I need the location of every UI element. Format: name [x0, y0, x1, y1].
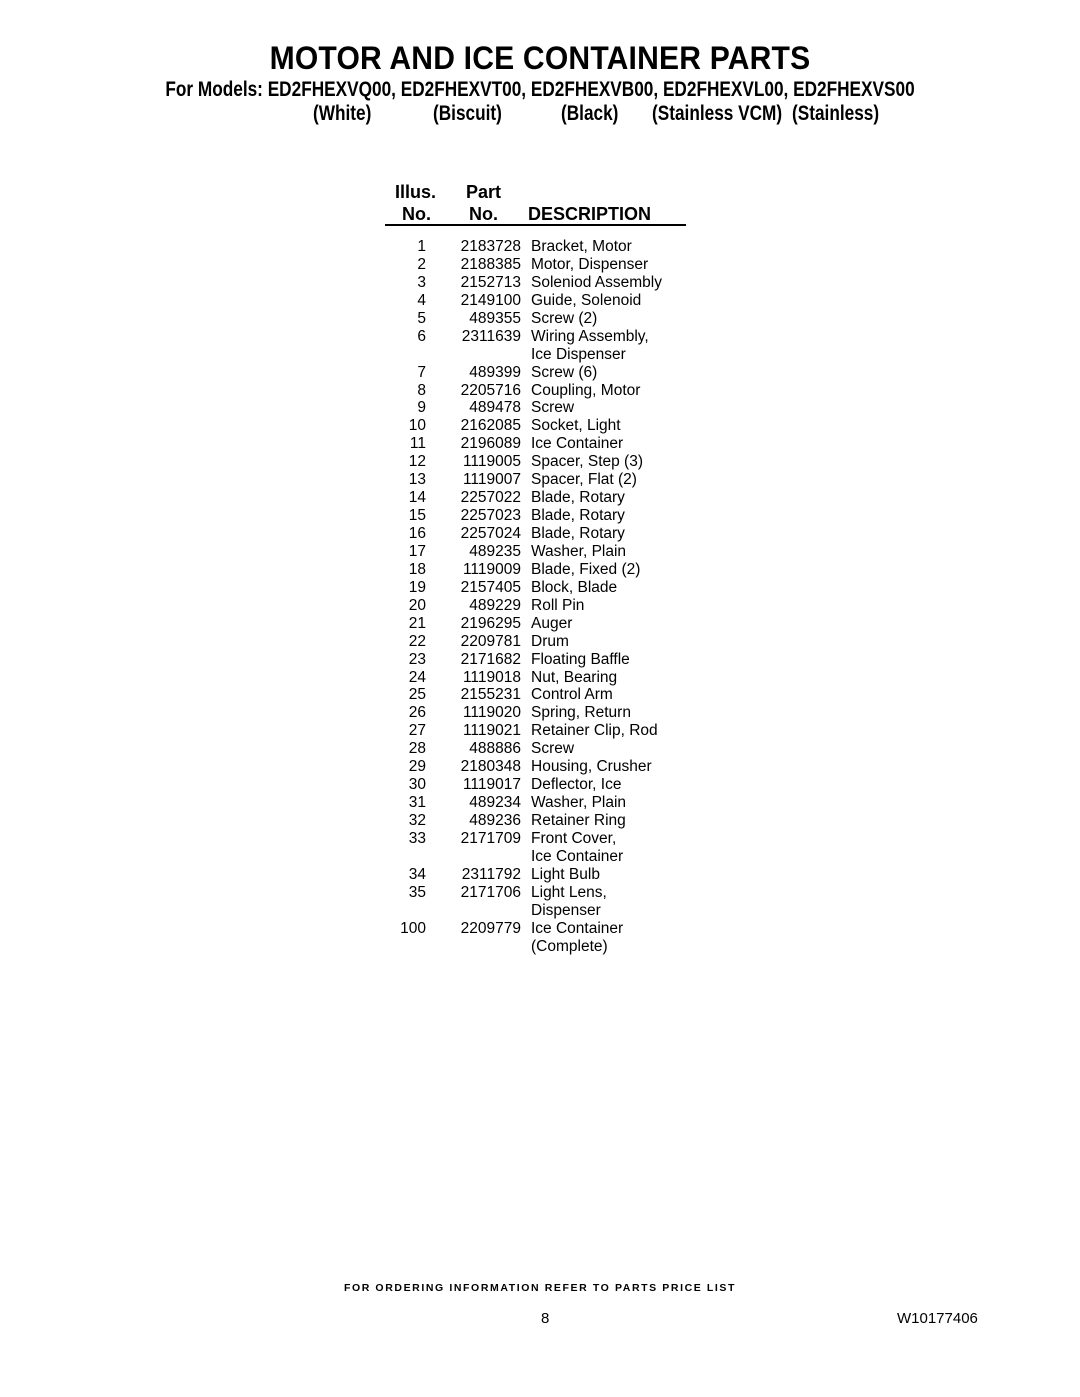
part-row-continuation	[0, 902, 1080, 920]
part-number: 2171706	[460, 883, 521, 901]
illus-number: 34	[408, 865, 426, 883]
part-row	[0, 471, 1080, 489]
part-number: 1119009	[462, 560, 521, 578]
part-row	[0, 435, 1080, 453]
header-part: Part	[466, 182, 502, 202]
part-number: 2257024	[460, 525, 521, 542]
part-row	[0, 651, 1080, 669]
illus-number: 20	[408, 596, 426, 614]
part-number: 2155231	[460, 686, 521, 704]
color-biscuit: (Biscuit)	[433, 102, 502, 125]
part-row	[0, 884, 1080, 902]
illus-number: 1	[417, 238, 426, 255]
illus-number: 9	[417, 399, 426, 417]
illus-number: 11	[409, 435, 426, 453]
part-description: Spacer, Flat (2)	[531, 471, 637, 489]
part-number: 2257023	[460, 507, 521, 525]
illus-number: 2	[417, 255, 426, 273]
part-number: 489229	[469, 596, 521, 614]
illus-number: 28	[408, 740, 426, 758]
part-number: 489478	[469, 399, 521, 417]
part-number: 1119021	[462, 722, 521, 740]
illus-number: 3	[417, 273, 426, 291]
part-description: Motor, Dispenser	[531, 255, 649, 273]
illus-number: 35	[408, 883, 426, 901]
part-row	[0, 866, 1080, 884]
illus-number: 10	[408, 417, 426, 435]
part-description: Block, Blade	[531, 578, 618, 596]
part-number: 489235	[469, 542, 521, 560]
part-description: Nut, Bearing	[531, 668, 618, 686]
header-part-no: No.	[469, 204, 498, 224]
part-row	[0, 722, 1080, 740]
part-number: 2149100	[460, 291, 521, 309]
part-number: 489236	[469, 812, 521, 829]
part-row	[0, 704, 1080, 722]
illus-number: 30	[408, 776, 426, 794]
part-description: Ice Container	[531, 435, 624, 453]
part-number: 2183728	[460, 238, 521, 255]
part-row	[0, 740, 1080, 758]
part-description: Screw	[531, 399, 575, 417]
part-description: Washer, Plain	[531, 794, 627, 812]
illus-number: 6	[417, 327, 426, 345]
part-description: Screw (6)	[531, 363, 598, 381]
illus-number: 5	[417, 309, 426, 327]
illus-number: 25	[408, 686, 426, 704]
header-rule	[385, 224, 686, 226]
illus-number: 18	[408, 560, 426, 578]
part-description: Light Bulb	[531, 865, 600, 883]
part-row	[0, 776, 1080, 794]
illus-number: 100	[400, 919, 426, 937]
footer-note: FOR ORDERING INFORMATION REFER TO PARTS PRICE LIST	[343, 1282, 737, 1294]
page-number: 8	[541, 1310, 550, 1327]
part-number: 488886	[469, 740, 521, 758]
part-row	[0, 794, 1080, 812]
part-description: Blade, Fixed (2)	[531, 560, 641, 578]
part-number: 489399	[469, 363, 521, 381]
part-row-continuation	[0, 848, 1080, 866]
illus-number: 24	[408, 668, 426, 686]
part-description: Blade, Rotary	[531, 525, 625, 542]
page-title: MOTOR AND ICE CONTAINER PARTS	[269, 40, 811, 76]
part-row	[0, 328, 1080, 346]
color-white: (White)	[313, 102, 372, 125]
illus-number: 17	[408, 542, 426, 560]
illus-number: 12	[408, 453, 426, 471]
illus-number: 27	[408, 722, 426, 740]
illus-number: 8	[417, 381, 426, 399]
part-description: Ice Container	[531, 847, 624, 865]
part-description: (Complete)	[531, 937, 608, 955]
illus-number: 31	[408, 794, 426, 812]
part-row-continuation	[0, 938, 1080, 956]
part-number: 1119007	[462, 471, 521, 489]
part-row	[0, 758, 1080, 776]
parts-list	[0, 238, 1080, 956]
part-row	[0, 310, 1080, 328]
part-row	[0, 597, 1080, 615]
illus-number: 4	[417, 291, 426, 309]
part-row	[0, 633, 1080, 651]
part-row	[0, 561, 1080, 579]
part-row	[0, 615, 1080, 633]
part-number: 2171709	[460, 829, 521, 847]
part-number: 2311639	[461, 327, 521, 345]
part-row	[0, 525, 1080, 543]
part-description: Washer, Plain	[531, 542, 627, 560]
illus-number: 14	[408, 489, 426, 507]
part-number: 2205716	[460, 381, 521, 399]
part-row-continuation	[0, 346, 1080, 364]
part-description: Blade, Rotary	[531, 507, 625, 525]
part-row	[0, 292, 1080, 310]
part-number: 2152713	[460, 273, 521, 291]
part-row	[0, 579, 1080, 597]
part-number: 2162085	[460, 417, 521, 435]
part-row	[0, 812, 1080, 830]
part-number: 2196295	[460, 614, 521, 632]
part-row	[0, 507, 1080, 525]
part-description: Control Arm	[531, 686, 613, 704]
part-row	[0, 830, 1080, 848]
part-number: 2196089	[460, 435, 521, 453]
color-stainless: (Stainless)	[792, 102, 880, 125]
part-row	[0, 920, 1080, 938]
part-description: Floating Baffle	[531, 650, 630, 668]
part-number: 489355	[469, 309, 521, 327]
part-number: 489234	[469, 794, 521, 812]
part-description: Blade, Rotary	[531, 489, 625, 507]
part-number: 2209781	[460, 632, 521, 650]
part-number: 2188385	[460, 255, 521, 273]
part-number: 2171682	[460, 650, 521, 668]
part-description: Ice Dispenser	[531, 345, 626, 363]
illus-number: 21	[408, 614, 426, 632]
illus-number: 26	[408, 704, 426, 722]
part-number: 1119017	[462, 776, 521, 794]
part-description: Spring, Return	[531, 704, 631, 722]
part-row	[0, 489, 1080, 507]
part-number: 2157405	[460, 578, 521, 596]
part-description: Front Cover,	[531, 829, 617, 847]
color-black: (Black)	[561, 102, 619, 125]
part-description: Retainer Clip, Rod	[531, 722, 658, 740]
color-stainless-vcm: (Stainless VCM)	[652, 102, 783, 125]
part-description: Light Lens,	[531, 883, 607, 901]
part-number: 1119020	[462, 704, 521, 722]
part-description: Screw (2)	[531, 309, 598, 327]
part-description: Dispenser	[531, 901, 601, 919]
part-description: Drum	[531, 632, 569, 650]
illus-number: 32	[408, 812, 426, 829]
header-illus-no: No.	[402, 204, 431, 224]
part-description: Socket, Light	[531, 417, 621, 435]
part-description: Housing, Crusher	[531, 758, 652, 776]
part-number: 2180348	[460, 758, 521, 776]
part-number: 1119005	[462, 453, 521, 471]
header-illus: Illus.	[395, 182, 437, 202]
part-row	[0, 669, 1080, 687]
part-description: Roll Pin	[531, 596, 585, 614]
part-number: 2209779	[460, 919, 521, 937]
part-description: Screw	[531, 740, 575, 758]
part-row	[0, 364, 1080, 382]
part-description: Soleniod Assembly	[531, 273, 662, 291]
header-description: DESCRIPTION	[528, 204, 652, 224]
part-description: Wiring Assembly,	[531, 327, 649, 345]
part-description: Ice Container	[531, 919, 624, 937]
illus-number: 13	[408, 471, 426, 489]
document-number: W10177406	[897, 1310, 978, 1327]
part-description: Coupling, Motor	[531, 381, 641, 399]
part-description: Retainer Ring	[531, 812, 626, 829]
part-description: Guide, Solenoid	[531, 291, 642, 309]
illus-number: 7	[417, 363, 426, 381]
part-row	[0, 399, 1080, 417]
part-row	[0, 382, 1080, 400]
illus-number: 22	[408, 632, 426, 650]
models-line: For Models: ED2FHEXVQ00, ED2FHEXVT00, ED2FHEXVB00, ED2FHEXVL00, ED2FHEXVS00	[165, 78, 915, 101]
part-description: Bracket, Motor	[531, 238, 632, 255]
part-number: 2311792	[461, 865, 521, 883]
part-row	[0, 238, 1080, 256]
illus-number: 29	[408, 758, 426, 776]
part-row	[0, 453, 1080, 471]
illus-number: 15	[408, 507, 426, 525]
part-row	[0, 686, 1080, 704]
illus-number: 23	[408, 650, 426, 668]
part-number: 1119018	[462, 668, 521, 686]
part-row	[0, 256, 1080, 274]
illus-number: 16	[408, 525, 426, 542]
part-description: Auger	[531, 614, 573, 632]
part-number: 2257022	[460, 489, 521, 507]
part-description: Deflector, Ice	[531, 776, 622, 794]
part-description: Spacer, Step (3)	[531, 453, 644, 471]
part-row	[0, 543, 1080, 561]
part-row	[0, 417, 1080, 435]
illus-number: 19	[408, 578, 426, 596]
part-row	[0, 274, 1080, 292]
illus-number: 33	[408, 829, 426, 847]
